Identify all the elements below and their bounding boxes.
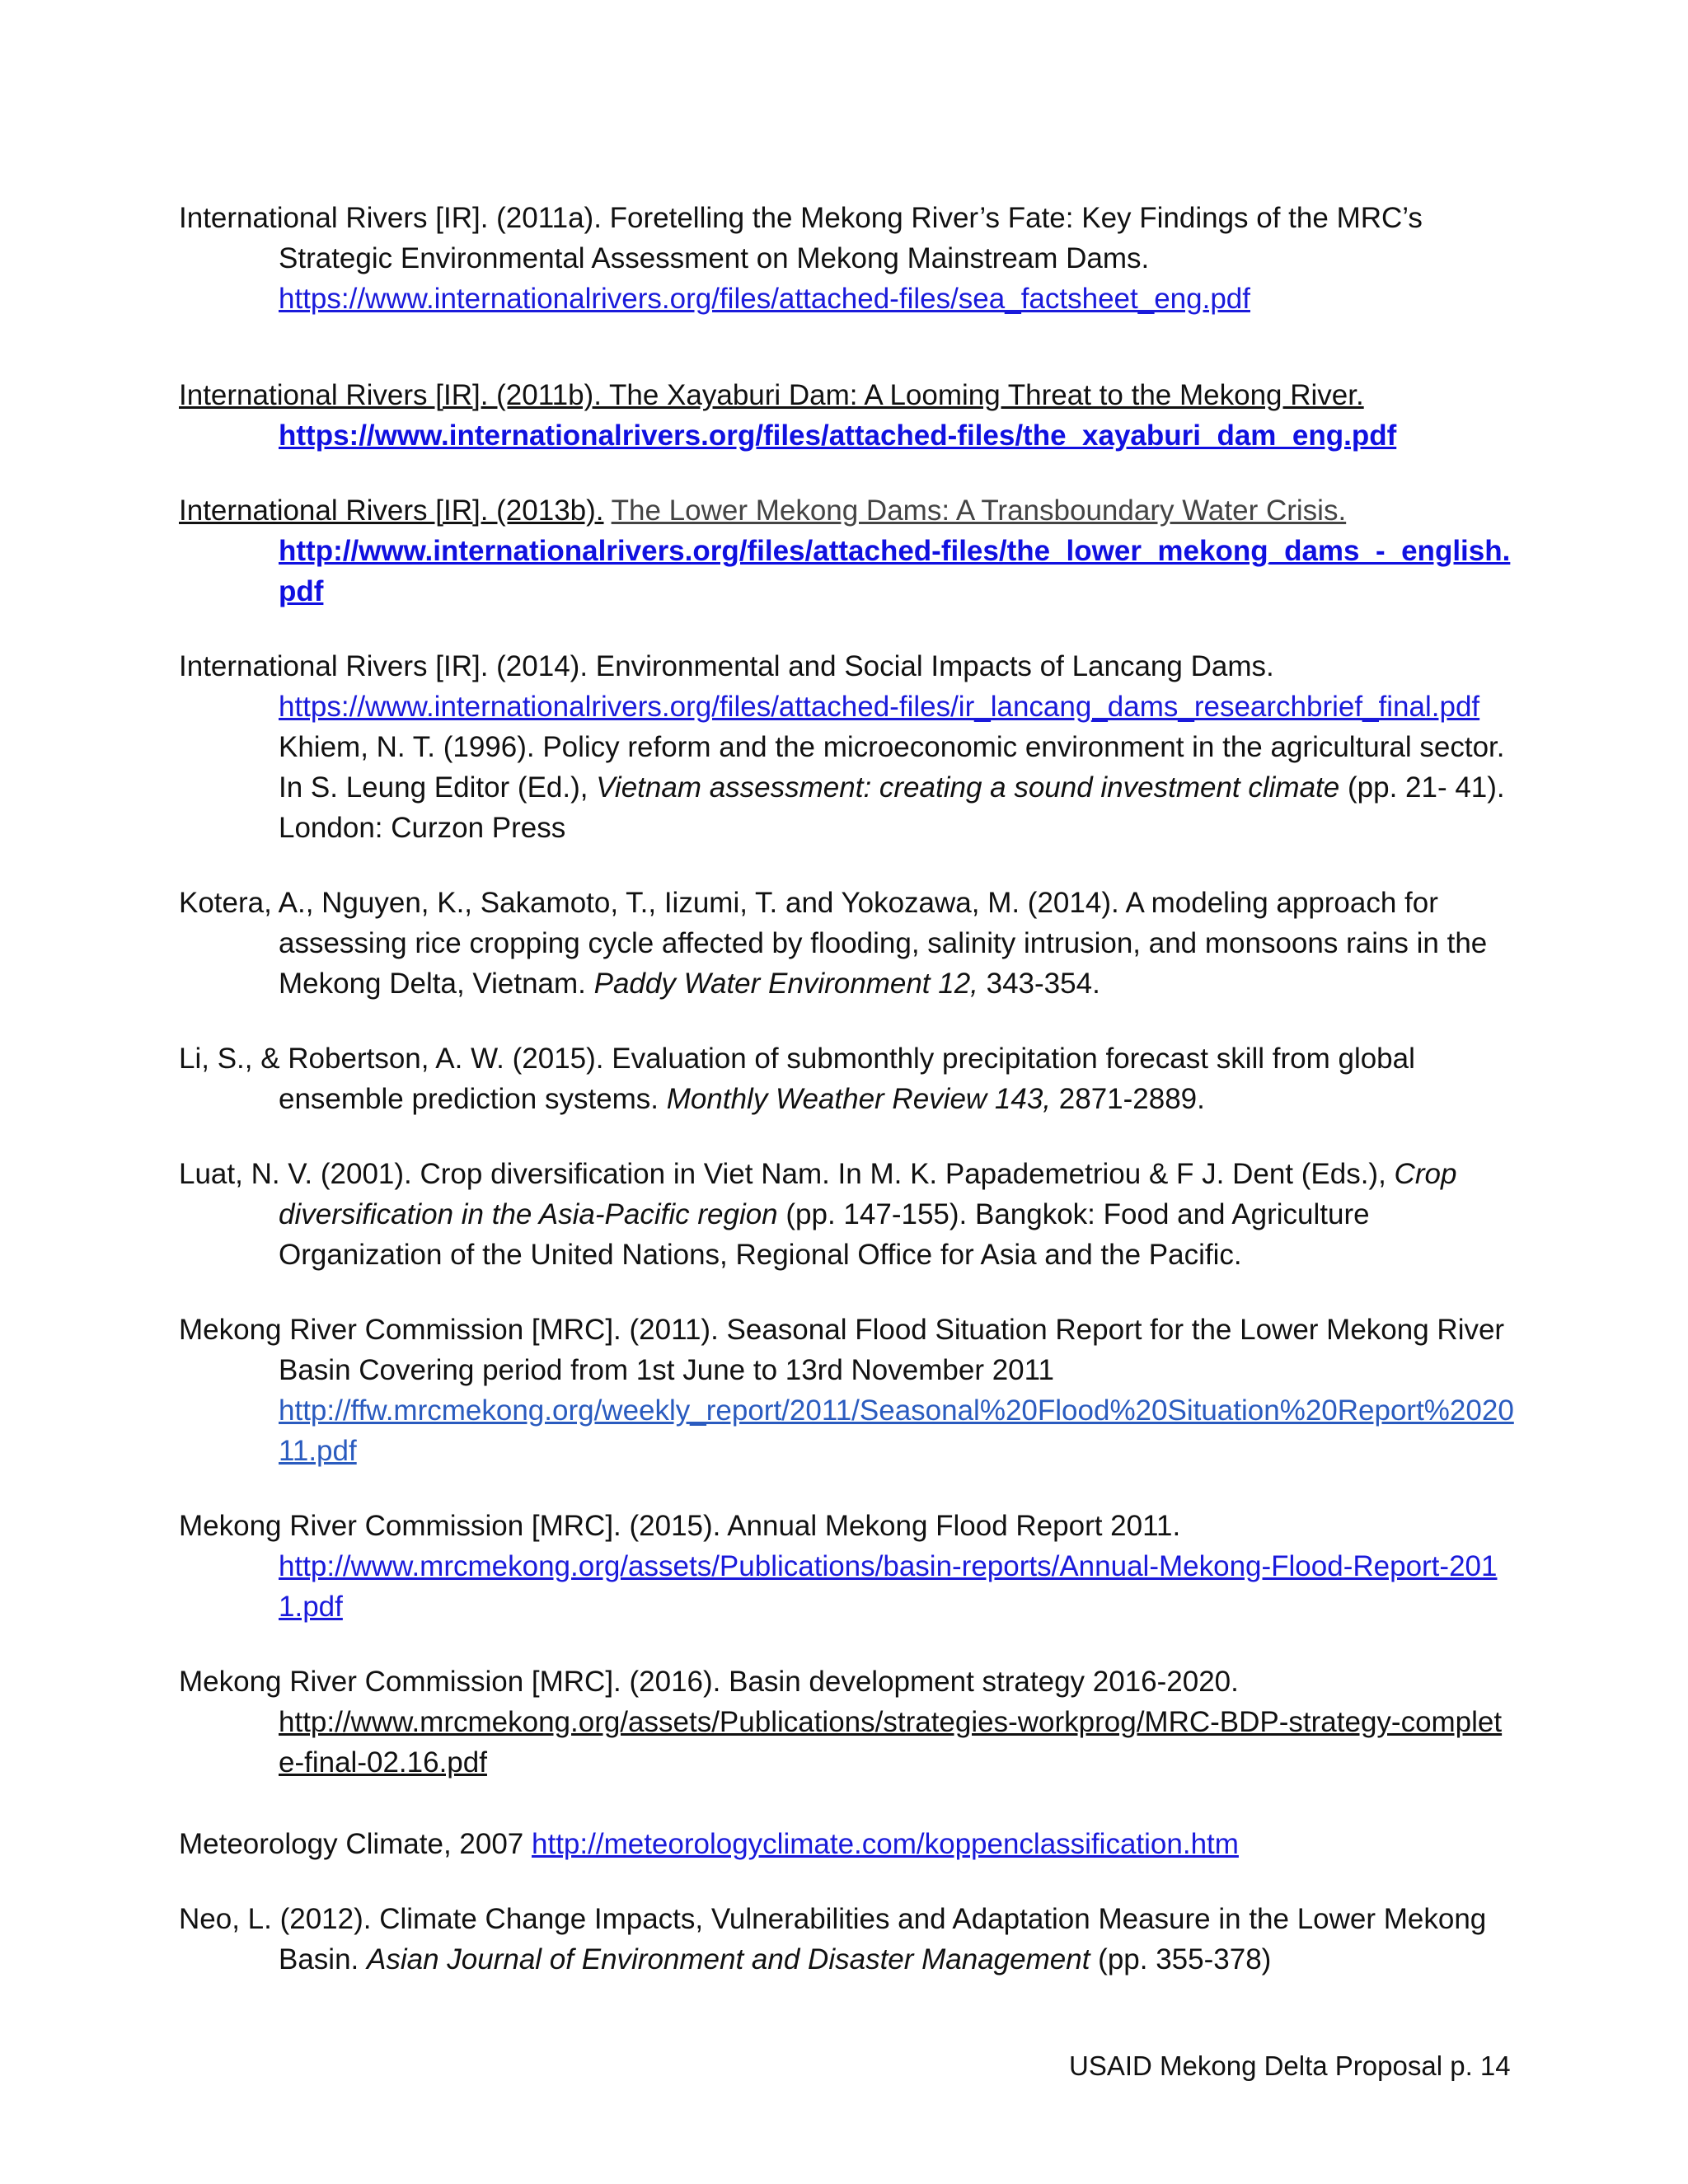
reference-entry bbox=[179, 1506, 1514, 1627]
reference-pages: 2871-2889. bbox=[1058, 1083, 1205, 1115]
reference-pages: 343-354. bbox=[986, 968, 1100, 1000]
reference-link[interactable]: http://www.mrcmekong.org/assets/Publications/strategies-workprog/MRC-BDP-strategy-complete-final-02.16.pdf bbox=[279, 1706, 1503, 1779]
reference-text: Mekong River Commission [MRC]. (2011). Seasonal Flood Situation Report for the Lower Mekong River Basin Covering period from 1st June to 13rd November 2011 bbox=[179, 1314, 1505, 1386]
reference-text: Mekong River Commission [MRC]. (2015). Annual Mekong Flood Report 2011. bbox=[179, 1510, 1181, 1542]
reference-text: Meteorology Climate, 2007 bbox=[179, 1828, 524, 1860]
reference-entry bbox=[179, 883, 1514, 1004]
reference-entry bbox=[179, 1310, 1514, 1471]
reference-entry bbox=[179, 1038, 1514, 1119]
reference-text: Li, S., & Robertson, A. W. (2015). Evaluation of submonthly precipitation forecast skill from global ensemble prediction systems. bbox=[179, 1043, 1415, 1115]
page-footer: USAID Mekong Delta Proposal p. 14 bbox=[1069, 2050, 1511, 2081]
reference-link[interactable]: http://meteorologyclimate.com/koppenclassification.htm bbox=[532, 1828, 1239, 1860]
reference-text: International Rivers [IR]. (2011b). The Xayaburi Dam: A Looming Threat to the Mekong River. bbox=[179, 379, 1364, 411]
reference-link[interactable]: https://www.internationalrivers.org/files/attached-files/sea_factsheet_eng.pdf bbox=[279, 283, 1250, 315]
reference-title: The Lower Mekong Dams: A Transboundary Water Crisis. bbox=[611, 494, 1347, 527]
reference-link[interactable]: https://www.internationalrivers.org/files/attached-files/the_xayaburi_dam_eng.pdf bbox=[279, 419, 1397, 452]
reference-link[interactable]: https://www.internationalrivers.org/files/attached-files/ir_lancang_dams_researchbrief_final.pdf bbox=[279, 691, 1480, 723]
reference-entry bbox=[179, 646, 1514, 848]
reference-text: International Rivers [IR]. (2011a). Foretelling the Mekong River’s Fate: Key Findings of the MRC’s Strategic Environmental Assessment on Mekong Mainstream Dams. bbox=[179, 202, 1423, 274]
reference-entry bbox=[179, 1899, 1514, 1980]
reference-text: Mekong River Commission [MRC]. (2016). Basin development strategy 2016-2020. bbox=[179, 1666, 1239, 1698]
reference-source-title: Crop diversification in the Asia-Pacific region bbox=[279, 1158, 1457, 1230]
reference-text: Luat, N. V. (2001). Crop diversification in Viet Nam. In M. K. Papademetriou & F J. Dent (Eds.), bbox=[179, 1158, 1386, 1190]
reference-list bbox=[179, 198, 1514, 1980]
reference-source-title: Monthly Weather Review 143, bbox=[666, 1083, 1052, 1115]
reference-link[interactable]: http://www.internationalrivers.org/files/attached-files/the_lower_mekong_dams_-_english.pdf bbox=[279, 535, 1511, 607]
reference-text: International Rivers [IR]. (2013b). bbox=[179, 494, 604, 527]
reference-source-title: Paddy Water Environment 12, bbox=[593, 968, 978, 1000]
reference-entry bbox=[179, 198, 1514, 319]
reference-pages: (pp. 147-155). Bangkok: Food and Agriculture Organization of the United Nations, Regional Office for Asia and the Pacific. bbox=[279, 1198, 1370, 1271]
reference-link[interactable]: http://www.mrcmekong.org/assets/Publications/basin-reports/Annual-Mekong-Flood-Report-2011.pdf bbox=[279, 1550, 1498, 1623]
reference-entry bbox=[179, 490, 1514, 612]
reference-text: Kotera, A., Nguyen, K., Sakamoto, T., Iizumi, T. and Yokozawa, M. (2014). A modeling approach for assessing rice cropping cycle affected by flooding, salinity intrusion, and monsoons rains in the Mekong Delta, Vietnam. bbox=[179, 887, 1488, 1000]
reference-text: Neo, L. (2012). Climate Change Impacts, Vulnerabilities and Adaptation Measure in the Lower Mekong Basin. bbox=[179, 1903, 1487, 1975]
reference-entry bbox=[179, 1154, 1514, 1275]
reference-entry bbox=[179, 1824, 1514, 1864]
reference-entry bbox=[179, 375, 1514, 456]
reference-source-title: Vietnam assessment: creating a sound investment climate bbox=[596, 771, 1340, 804]
reference-text: Khiem, N. T. (1996). Policy reform and the microeconomic environment in the agricultural sector. In S. Leung Editor (Ed.), bbox=[279, 731, 1505, 804]
reference-text: International Rivers [IR]. (2014). Environmental and Social Impacts of Lancang Dams. bbox=[179, 650, 1274, 682]
reference-source-title: Asian Journal of Environment and Disaster Management bbox=[367, 1943, 1090, 1975]
reference-pages: (pp. 355-378) bbox=[1098, 1943, 1272, 1975]
reference-pages: (pp. 21- 41). London: Curzon Press bbox=[279, 771, 1505, 844]
reference-entry bbox=[179, 1661, 1514, 1783]
reference-link[interactable]: http://ffw.mrcmekong.org/weekly_report/2011/Seasonal%20Flood%20Situation%20Report%202011.pdf bbox=[279, 1394, 1514, 1467]
